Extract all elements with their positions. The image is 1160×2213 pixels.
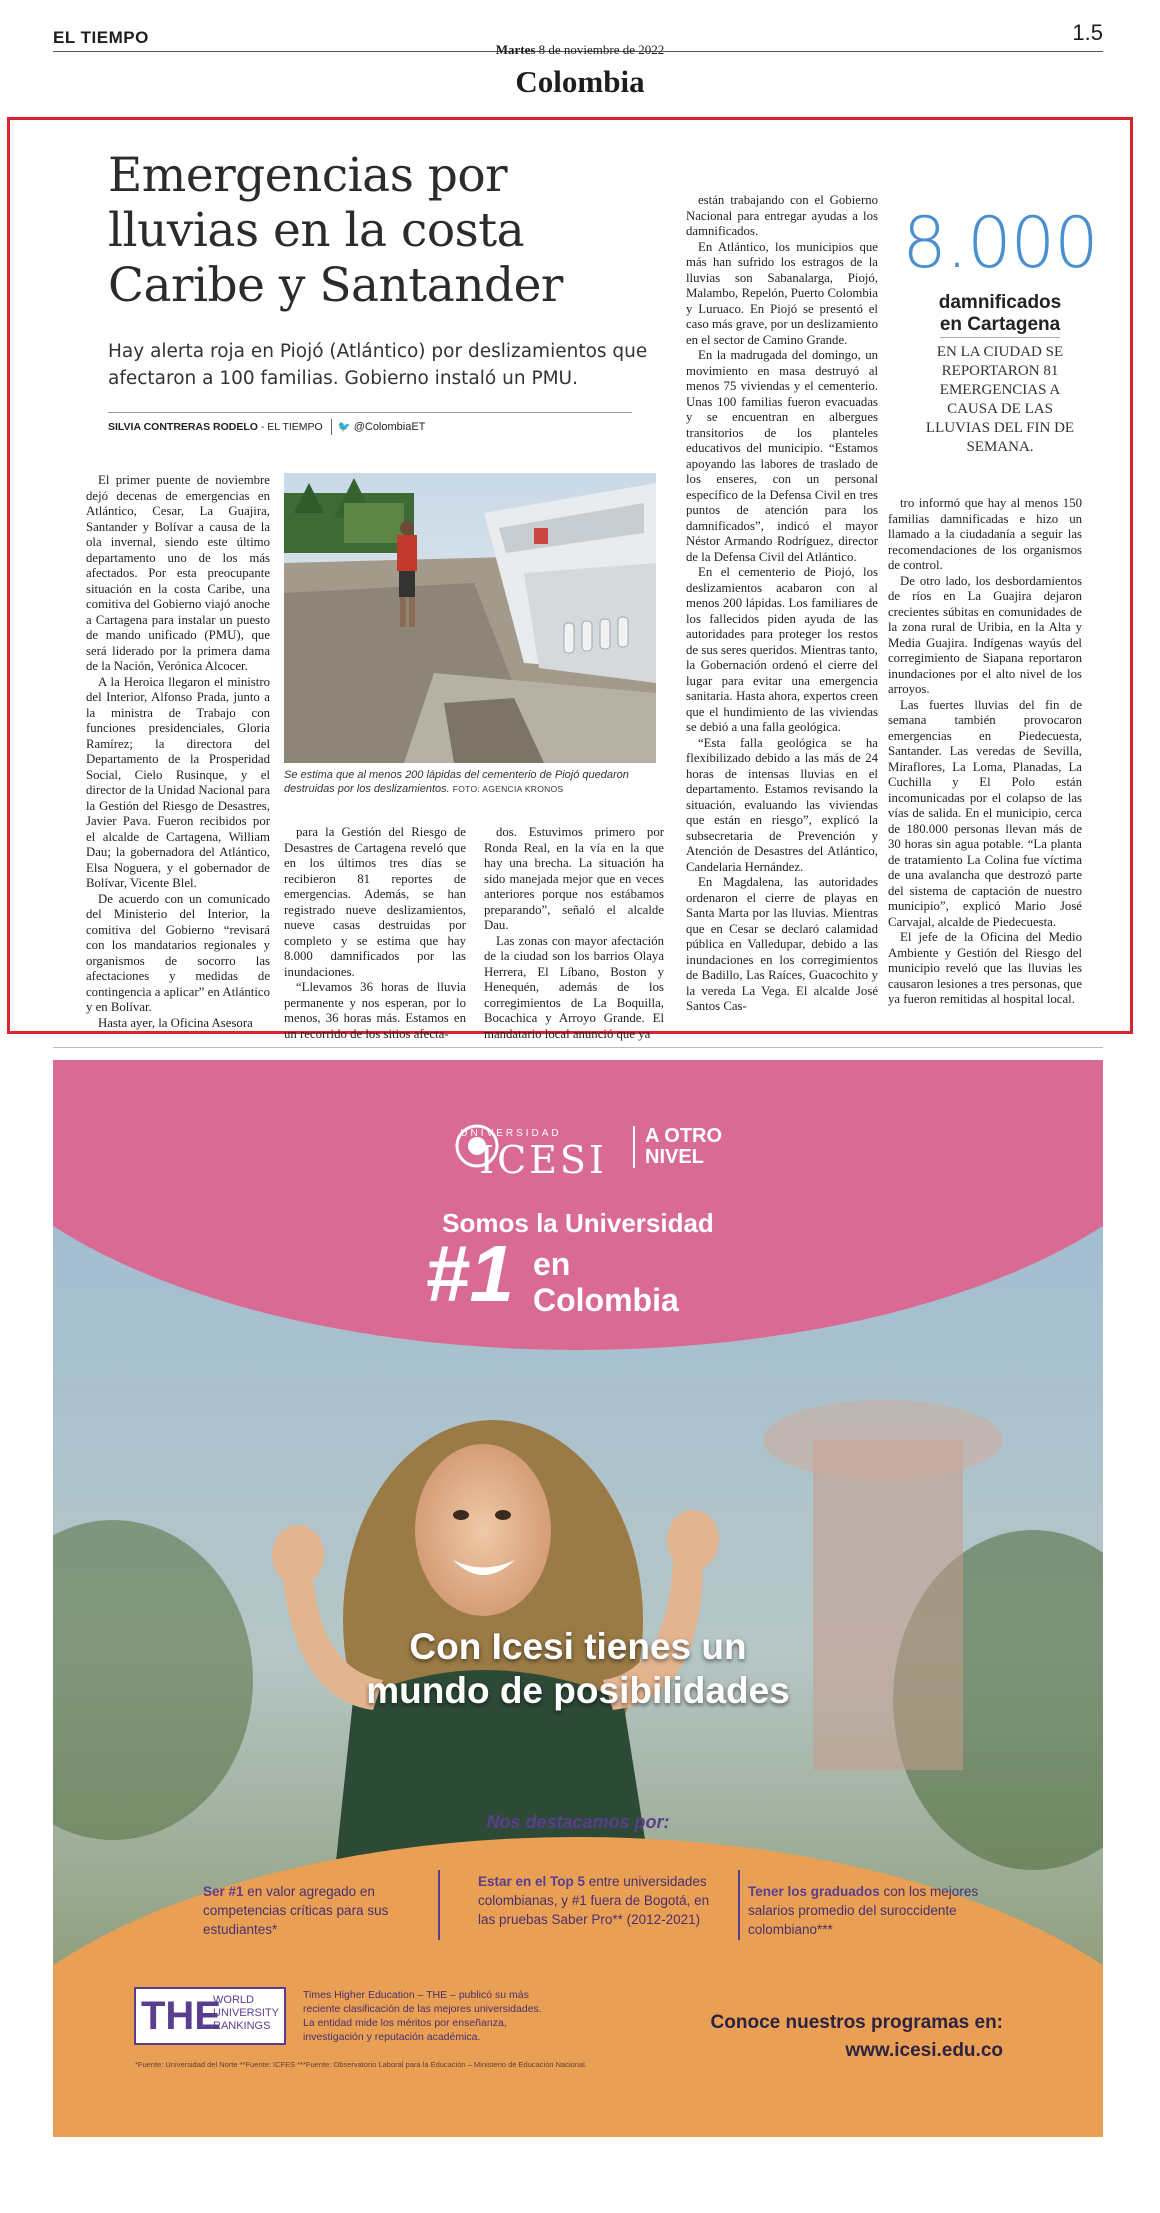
stat-label — [900, 292, 1100, 336]
the-logo-l1: WORLD — [213, 1994, 254, 2006]
slogan — [645, 1126, 722, 1168]
paragraph: De acuerdo con un comunicado del Ministerio del Interior, la comitiva del Gobierno “revisará con los mandatarios regionales y organismos de socorro las afectaciones y medidas de contingencia a aplicar” en Atlántico y en Bolívar. — [86, 891, 270, 1014]
section-title: Colombia — [515, 64, 645, 99]
highlights-title: Nos destacamos por: — [486, 1812, 670, 1832]
the-logo-words — [213, 1994, 279, 2033]
paragraph: dos. Estuvimos primero por Ronda Real, en la vía en la que hay una brecha. La situación ha sido manejada mejor que en veces anteriores porque nos estábamos preparando”, señaló el alcalde Dau. — [484, 825, 664, 932]
stat-label-line2: en Cartagena — [939, 314, 1061, 335]
photo-caption — [284, 768, 656, 796]
univ-small-label: UNIVERSIDAD — [460, 1128, 562, 1139]
rank-country: Colombia — [533, 1282, 679, 1318]
ad-headline-line1: Con Icesi tienes un — [409, 1626, 747, 1667]
paragraph: “Esta falla geológica se ha flexibilizado debido a las más de 24 horas de intensas lluvias en el departamento. Estamos revisando la situación, evaluando las viviendas que están en riesgo”, explicó la subsecretaria de Prevención y Atención de Desastres del Atlántico, Candelaria Hernández. — [686, 735, 878, 874]
highlight-2-rest: entre universidades colombianas, y #1 fuera de Bogotá, en las pruebas Saber Pro** (2012-2021) — [478, 1874, 710, 1927]
byline-outlet: - EL TIEMPO — [257, 420, 323, 433]
rank-text — [533, 1246, 679, 1318]
cemetery-landslide-photo — [284, 473, 656, 763]
article-column-5 — [888, 496, 1082, 1008]
highlight-1-strong: Ser #1 — [203, 1884, 244, 1899]
paragraph: Las zonas con mayor afectación de la ciudad son los barrios Olaya Herrera, El Líbano, Boston y Henequén, además de los corregimientos de La Boquilla, Bocachica y Arroyo Grande. El mandatario local anunció que ya — [484, 933, 664, 1041]
twitter-icon: 🐦 — [337, 420, 351, 433]
caption-text: Se estima que al menos 200 lápidas del cementerio de Piojó quedaron destruidas por los deslizamientos. — [284, 769, 629, 795]
paragraph: En Atlántico, los municipios que más han sufrido los estragos de la lluvias son Sabanalarga, Piojó, Malambo, Repelón, Puerto Colombia y Luruaco. En Piojó se presentó el caso más grave, por un deslizamiento en el sector de Camino Grande. — [686, 239, 878, 347]
date-rest: 8 de noviembre de 2022 — [535, 42, 665, 57]
paragraph: Las fuertes lluvias del fin de semana también provocaron emergencias en Piedecuesta, Santander. Las veredas de Sevilla, Miraflores, La Loma, Planadas, La Cuchilla y El Polo están incomunicadas por el colapso de las vías de salida. En el municipio, cerca de 180.000 personas llevan más de 30 horas sin agua potable. “La planta de tratamiento La Colina fue víctima de una avalancha que destrozó parte del sistema de captación de nuestro municipio”, explicó Mario José Carvajal, alcalde de Piedecuesta. — [888, 697, 1082, 929]
article-column-2 — [284, 825, 466, 1042]
ad-tagline: Somos la Universidad — [442, 1208, 714, 1238]
highlight-3-rest: con los mejores salarios promedio del suroccidente colombiano*** — [748, 1884, 979, 1937]
article-photo — [284, 473, 656, 763]
stat-rule — [940, 337, 1060, 338]
paragraph: están trabajando con el Gobierno Nacional para entregar ayudas a los damnificados. — [686, 193, 878, 238]
byline-author: SILVIA CONTRERAS RODELO — [108, 420, 258, 433]
highlight-2 — [478, 1872, 723, 1929]
byline-rule — [108, 412, 632, 413]
ad-headline-line2: mundo de posibilidades — [366, 1670, 790, 1711]
photo-credit: FOTO: AGENCIA KRONOS — [452, 784, 564, 794]
article-column-4 — [686, 193, 878, 1015]
univ-name: ICESI — [479, 1138, 607, 1182]
paragraph: En Magdalena, las autoridades ordenaron el cierre de playas en Santa Marta por las lluvias. Mientras que en Cesar se declaró calamidad pública en Valledupar, debido a las inundaciones en los corregimientos de Badillo, Las Raíces, Guacochito y la vereda La Vega. El alcalde José Santos Cas- — [686, 875, 878, 1013]
rank-number: #1 — [425, 1229, 514, 1318]
paragraph: “Llevamos 36 horas de lluvia permanente y nos esperan, por lo menos, 36 horas más. Estamos en un recorrido de los sitios afecta- — [284, 980, 466, 1041]
article-column-3 — [484, 825, 664, 1042]
cta-line: Conoce nuestros programas en: — [710, 2012, 1003, 2033]
highlight-3 — [748, 1882, 988, 1939]
newspaper-brand: EL TIEMPO — [53, 28, 149, 47]
rank-en: en — [533, 1246, 571, 1282]
page-divider — [53, 1047, 1103, 1048]
cta-url[interactable]: www.icesi.edu.co — [845, 2040, 1003, 2061]
highlight-2-strong: Estar en el Top 5 — [478, 1874, 586, 1889]
ad-headline — [53, 1625, 1103, 1713]
paragraph: El jefe de la Oficina del Medio Ambiente y Gestión del Riesgo del municipio reveló que las lluvias les causaron lesiones a tres personas, que ya fueron remitidas al hospital local. — [888, 930, 1082, 1006]
highlight-1-rest: en valor agregado en competencias críticas para sus estudiantes* — [203, 1884, 389, 1937]
byline — [108, 419, 425, 435]
the-logo-l2: UNIVERSITY — [213, 2007, 280, 2019]
highlight-1 — [203, 1882, 433, 1939]
slogan-line2: NIVEL — [645, 1146, 704, 1168]
article-headline: Emergencias por lluvias en la costa Caribe y Santander — [108, 148, 563, 313]
twitter-handle[interactable]: @ColombiaET — [353, 420, 426, 433]
date-day: Martes — [495, 42, 536, 57]
page-number: 1.5 — [1072, 20, 1103, 45]
paragraph: A la Heroica llegaron el ministro del Interior, Alfonso Prada, junto a la ministra de Trabajo con funciones presidenciales, Gloria Ramírez; la directora del Departamento de la Prosperidad Social, Cielo Rusinque, y el director de la Unidad Nacional para la Gestión del Riesgo de Desastres, Javier Pava. Fueron recibidos por el alcalde de Cartagena, William Dau; la gobernadora del Atlántico, Elsa Noguera, y el gobernador de Bolívar, Vicente Blel. — [86, 674, 270, 890]
the-description: Times Higher Education – THE – publicó su más reciente clasificación de las mejores universidades. La entidad mide los méritos por enseñanza, investigación y reputación académica. — [303, 1989, 542, 2043]
stat-description: EN LA CIUDAD SE REPORTARON 81 EMERGENCIAS A CAUSA DE LAS LLUVIAS DEL FIN DE SEMANA. — [925, 344, 1075, 455]
paragraph: En el cementerio de Piojó, los deslizamientos acabaron con al menos 200 lápidas. Los familiares de los fallecidos piden ayuda de las autoridades para proteger los restos de sus seres queridos. Mientras tanto, la Gobernación ordenó el cierre del lugar para evitar una emergencia sanitaria. Hasta ahora, expertos creen que el hundimiento de las viviendas se debió a una falla geológica. — [686, 565, 878, 734]
icesi-advertisement[interactable] — [53, 1060, 1103, 2137]
article-column-1 — [86, 473, 270, 1031]
paragraph: El primer puente de noviembre dejó decenas de emergencias en Atlántico, Cesar, La Guajira, Santander y Bolívar a causa de la ola invernal, siendo este último departamento uno de los más afectados. Por esta preocupante situación en la costa Caribe, una comitiva del Gobierno viajó anoche a Cartagena para instalar un puesto de mando unificado (PMU), que será liderado por la primera dama de la Nación, Verónica Alcocer. — [86, 473, 270, 673]
paragraph: para la Gestión del Riesgo de Desastres de Cartagena reveló que en los últimos tres días se recibieron 81 reportes de emergencias. Además, se han registrado nueve deslizamientos, nueve casas destruidas por completo y se estima que hay 8.000 damnificados por las inundaciones. — [284, 825, 466, 979]
slogan-line1: A OTRO — [645, 1125, 723, 1147]
stat-number: 8.000 — [902, 202, 1098, 284]
paragraph: Hasta ayer, la Oficina Asesora — [98, 1015, 253, 1030]
paragraph: De otro lado, los desbordamientos de ríos en La Guajira dejaron crecientes súbitas en comunidades de la zona rural de Uribia, en la Alta y Media Guajira. Indígenas wayús del corregimiento de Siapana reportaron inundaciones por el alto nivel de los arroyos. — [888, 573, 1082, 696]
highlight-3-strong: Tener los graduados — [748, 1884, 880, 1899]
stat-label-line1: damnificados — [938, 292, 1062, 313]
article-dek: Hay alerta roja en Piojó (Atlántico) por deslizamientos que afectaron a 100 familias. Gobierno instaló un PMU. — [108, 341, 648, 389]
the-logo-l3: RANKINGS — [213, 2020, 271, 2032]
issue-date — [0, 42, 1160, 58]
ad-footnote: *Fuente: Universidad del Norte **Fuente: ICFES ***Fuente: Observatorio Laboral para la Educación – Ministerio de Educación Nacional. — [135, 2060, 587, 2069]
paragraph: tro informó que hay al menos 150 familias damnificadas e hizo un llamado a la ciudadanía a seguir las recomendaciones de los organismos de control. — [888, 496, 1082, 572]
paragraph: En la madrugada del domingo, un movimiento en masa destruyó al menos 75 viviendas y el cementerio. Unas 100 familias fueron evacuadas y se encuentran en albergues transitorios de los planteles educativos del municipio. “Estamos apoyando las labores de traslado de los enseres, con un personal específico de la Defensa Civil en tres puntos de atención para los damnificados”, indicó el mayor Néstor Armando Rodríguez, director de la Defensa Civil del Atlántico. — [686, 348, 878, 564]
the-logo-mark: THE — [141, 1994, 221, 2038]
